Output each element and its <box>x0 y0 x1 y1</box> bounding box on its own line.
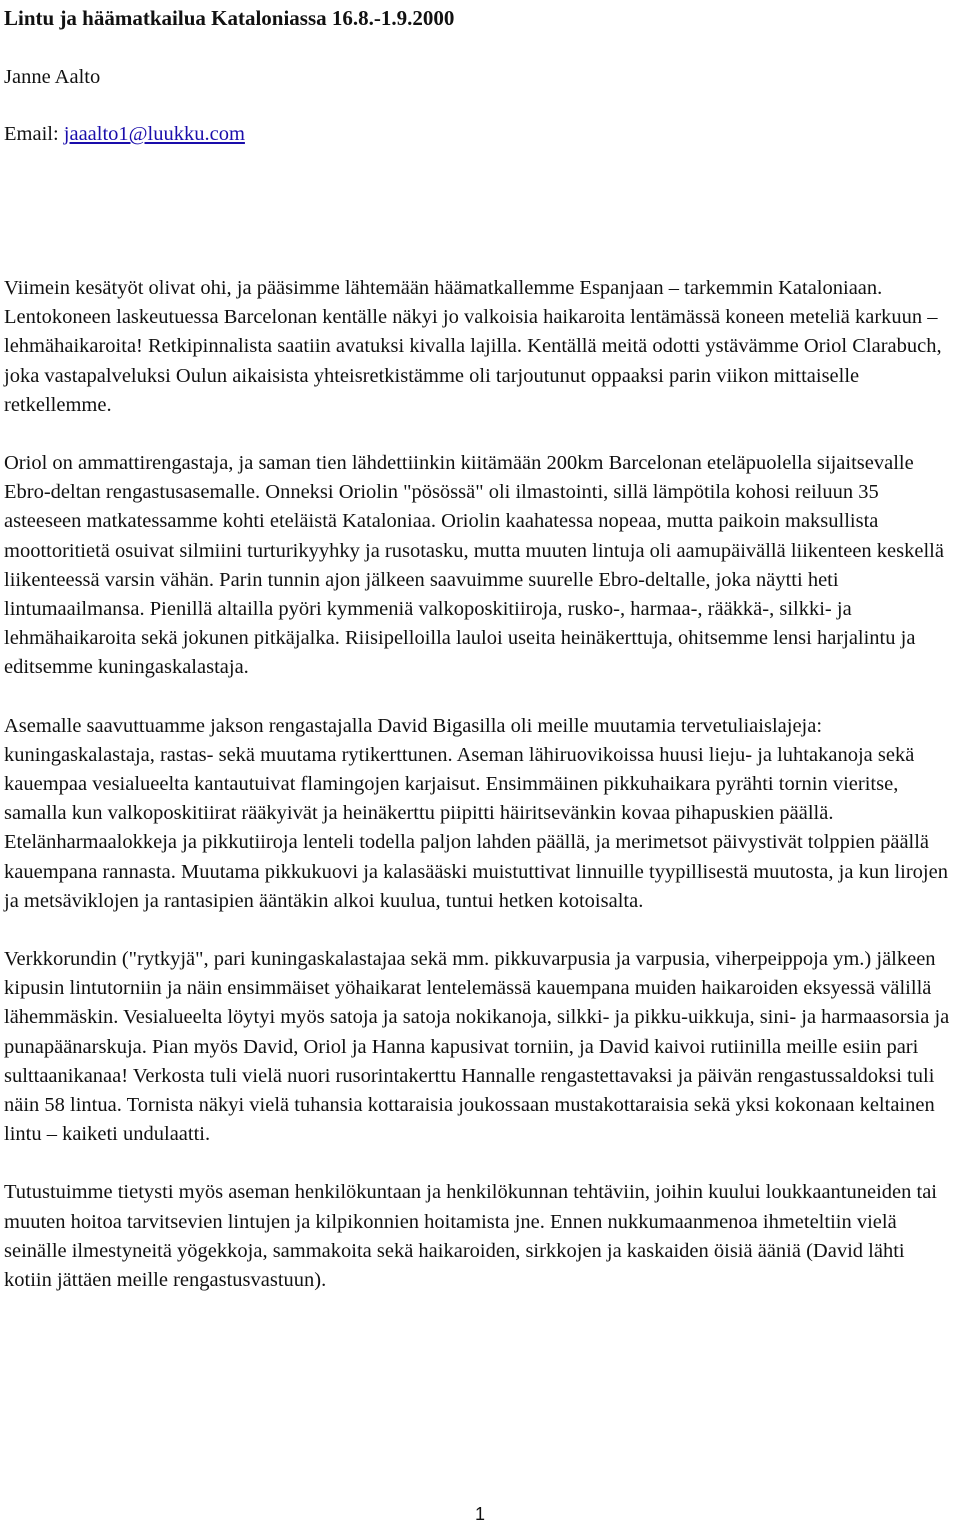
author-name: Janne Aalto <box>4 66 101 88</box>
email-line <box>4 119 956 149</box>
email-link[interactable]: jaaalto1@luukku.com <box>63 123 245 145</box>
document-body <box>4 274 956 1295</box>
paragraph-4: Verkkorundin ("rytkyjä", pari kuningaskalastajaa sekä mm. pikkuvarpusia ja varpusia, viherpeippoja ym.) jälkeen kipusin lintutorniin ja näin ensimmäiset yöhaikarat lentelemässä kauempana muiden haikaroiden eksyessä välillä lähemmäskin. Vesialueelta löytyi myös satoja ja satoja nokikanoja, silkki- ja pikku-uikkuja, sini- ja harmaasorsia ja punapäänarskuja. Pian myös David, Oriol ja Hanna kapusivat torniin, ja David kaivoi rutiinilla meille esiin pari sulttaanikanaa! Verkosta tuli vielä nuori rusorintakerttu Hannalle rengastettavaksi ja päivän rengastussaldoksi tuli näin 58 lintua. Tornista näkyi vielä tuhansia kottaraisia joukossaan mustakottaraisia sekä yksi kokonaan keltainen lintu – kaiketi undulaatti. <box>4 948 950 1146</box>
paragraph-5: Tutustuimme tietysti myös aseman henkilökuntaan ja henkilökunnan tehtäviin, joihin kuului loukkaantuneiden tai muuten hoitoa tarvitsevien lintujen ja kilpikonnien hoitamista jne. Ennen nukkumaanmenoa ihmeteltiin vielä seinälle ilmestyneitä yögekkoja, sammakoita sekä haikaroiden, sirkkojen ja kaskaiden öisiä ääniä (David lähti kotiin jättäen meille rengastusvastuun). <box>4 1181 938 1292</box>
paragraph-3: Asemalle saavuttuamme jakson rengastajalla David Bigasilla oli meille muutamia tervetuliaislajeja: kuningaskalastaja, rastas- sekä muutama rytikerttunen. Aseman lähiruovikoissa huusi lieju- ja luhtakanoja sekä kauempaa vesialueelta kantautuivat flamingojen karjaisut. Ensimmäinen pikkuhaikara pyrähti tornin vieritse, samalla kun valkoposkitiirat rääkyivät ja heinäkerttu piipitti häiritsevänkin kovaa pihapuskien päällä. Etelänharmaalokkeja ja pikkutiiroja lenteli todella paljon lahden päällä, ja merimetsot päivystivät tolppien päällä kauempana rannasta. Muutama pikkukuovi ja kalasääski muistuttivat linnuille tyypillisestä muutosta, ja kun lirojen ja metsäviklojen ja rantasipien ääntäkin alkoi kuulua, tuntui hetken kotoisalta. <box>4 714 948 912</box>
document-page <box>4 0 956 1324</box>
paragraph-1: Viimein kesätyöt olivat ohi, ja pääsimme lähtemään häämatkallemme Espanjaan – tarkemmin Kataloniaan. Lentokoneen laskeutuessa Barcelonan kentälle näkyi jo valkoisia haikaroita lentämässä koneen meteliä karkuun – lehmähaikaroita! Retkipinnalista saatiin avatuksi kivalla lajilla. Kentällä meitä odotti ystävämme Oriol Clarabuch, joka vastapalveluksi Oulun aikaisista yhteisretkistämme oli tarjoutunut oppaaksi parin viikon mittaiselle retkellemme. <box>4 277 942 416</box>
document-title: Lintu ja häämatkailua Kataloniassa 16.8.-1.9.2000 <box>4 6 455 30</box>
paragraph-2: Oriol on ammattirengastaja, ja saman tien lähdettiinkin kiitämään 200km Barcelonan eteläpuolella sijaitsevalle Ebro-deltan rengastusasemalle. Onneksi Oriolin "pösössä" oli ilmastointi, sillä lämpötila kohosi reiluun 35 asteeseen matkatessamme kohti eteläistä Kataloniaa. Oriolin kaahatessa nopeaa, mutta paikoin maksullista moottoritietä osuivat silmiini turturikyyhky ja rusotasku, mutta muuten lintuja oli aamupäivällä liikenteen keskellä liikenteessä varsin vähän. Parin tunnin ajon jälkeen saavuimme suurelle Ebro-deltalle, joka näytti heti lintumaailmansa. Pienillä altailla pyöri kymmeniä valkoposkitiiroja, rusko-, harmaa-, rääkkä-, silkki- ja lehmähaikaroita sekä jokunen pitkäjalka. Riisipelloilla lauloi useita heinäkerttuja, ohitsemme lensi harjalintu ja editsemme kuningaskalastaja. <box>4 452 944 679</box>
email-label: Email: <box>4 123 64 145</box>
page-number: 1 <box>474 1504 485 1524</box>
